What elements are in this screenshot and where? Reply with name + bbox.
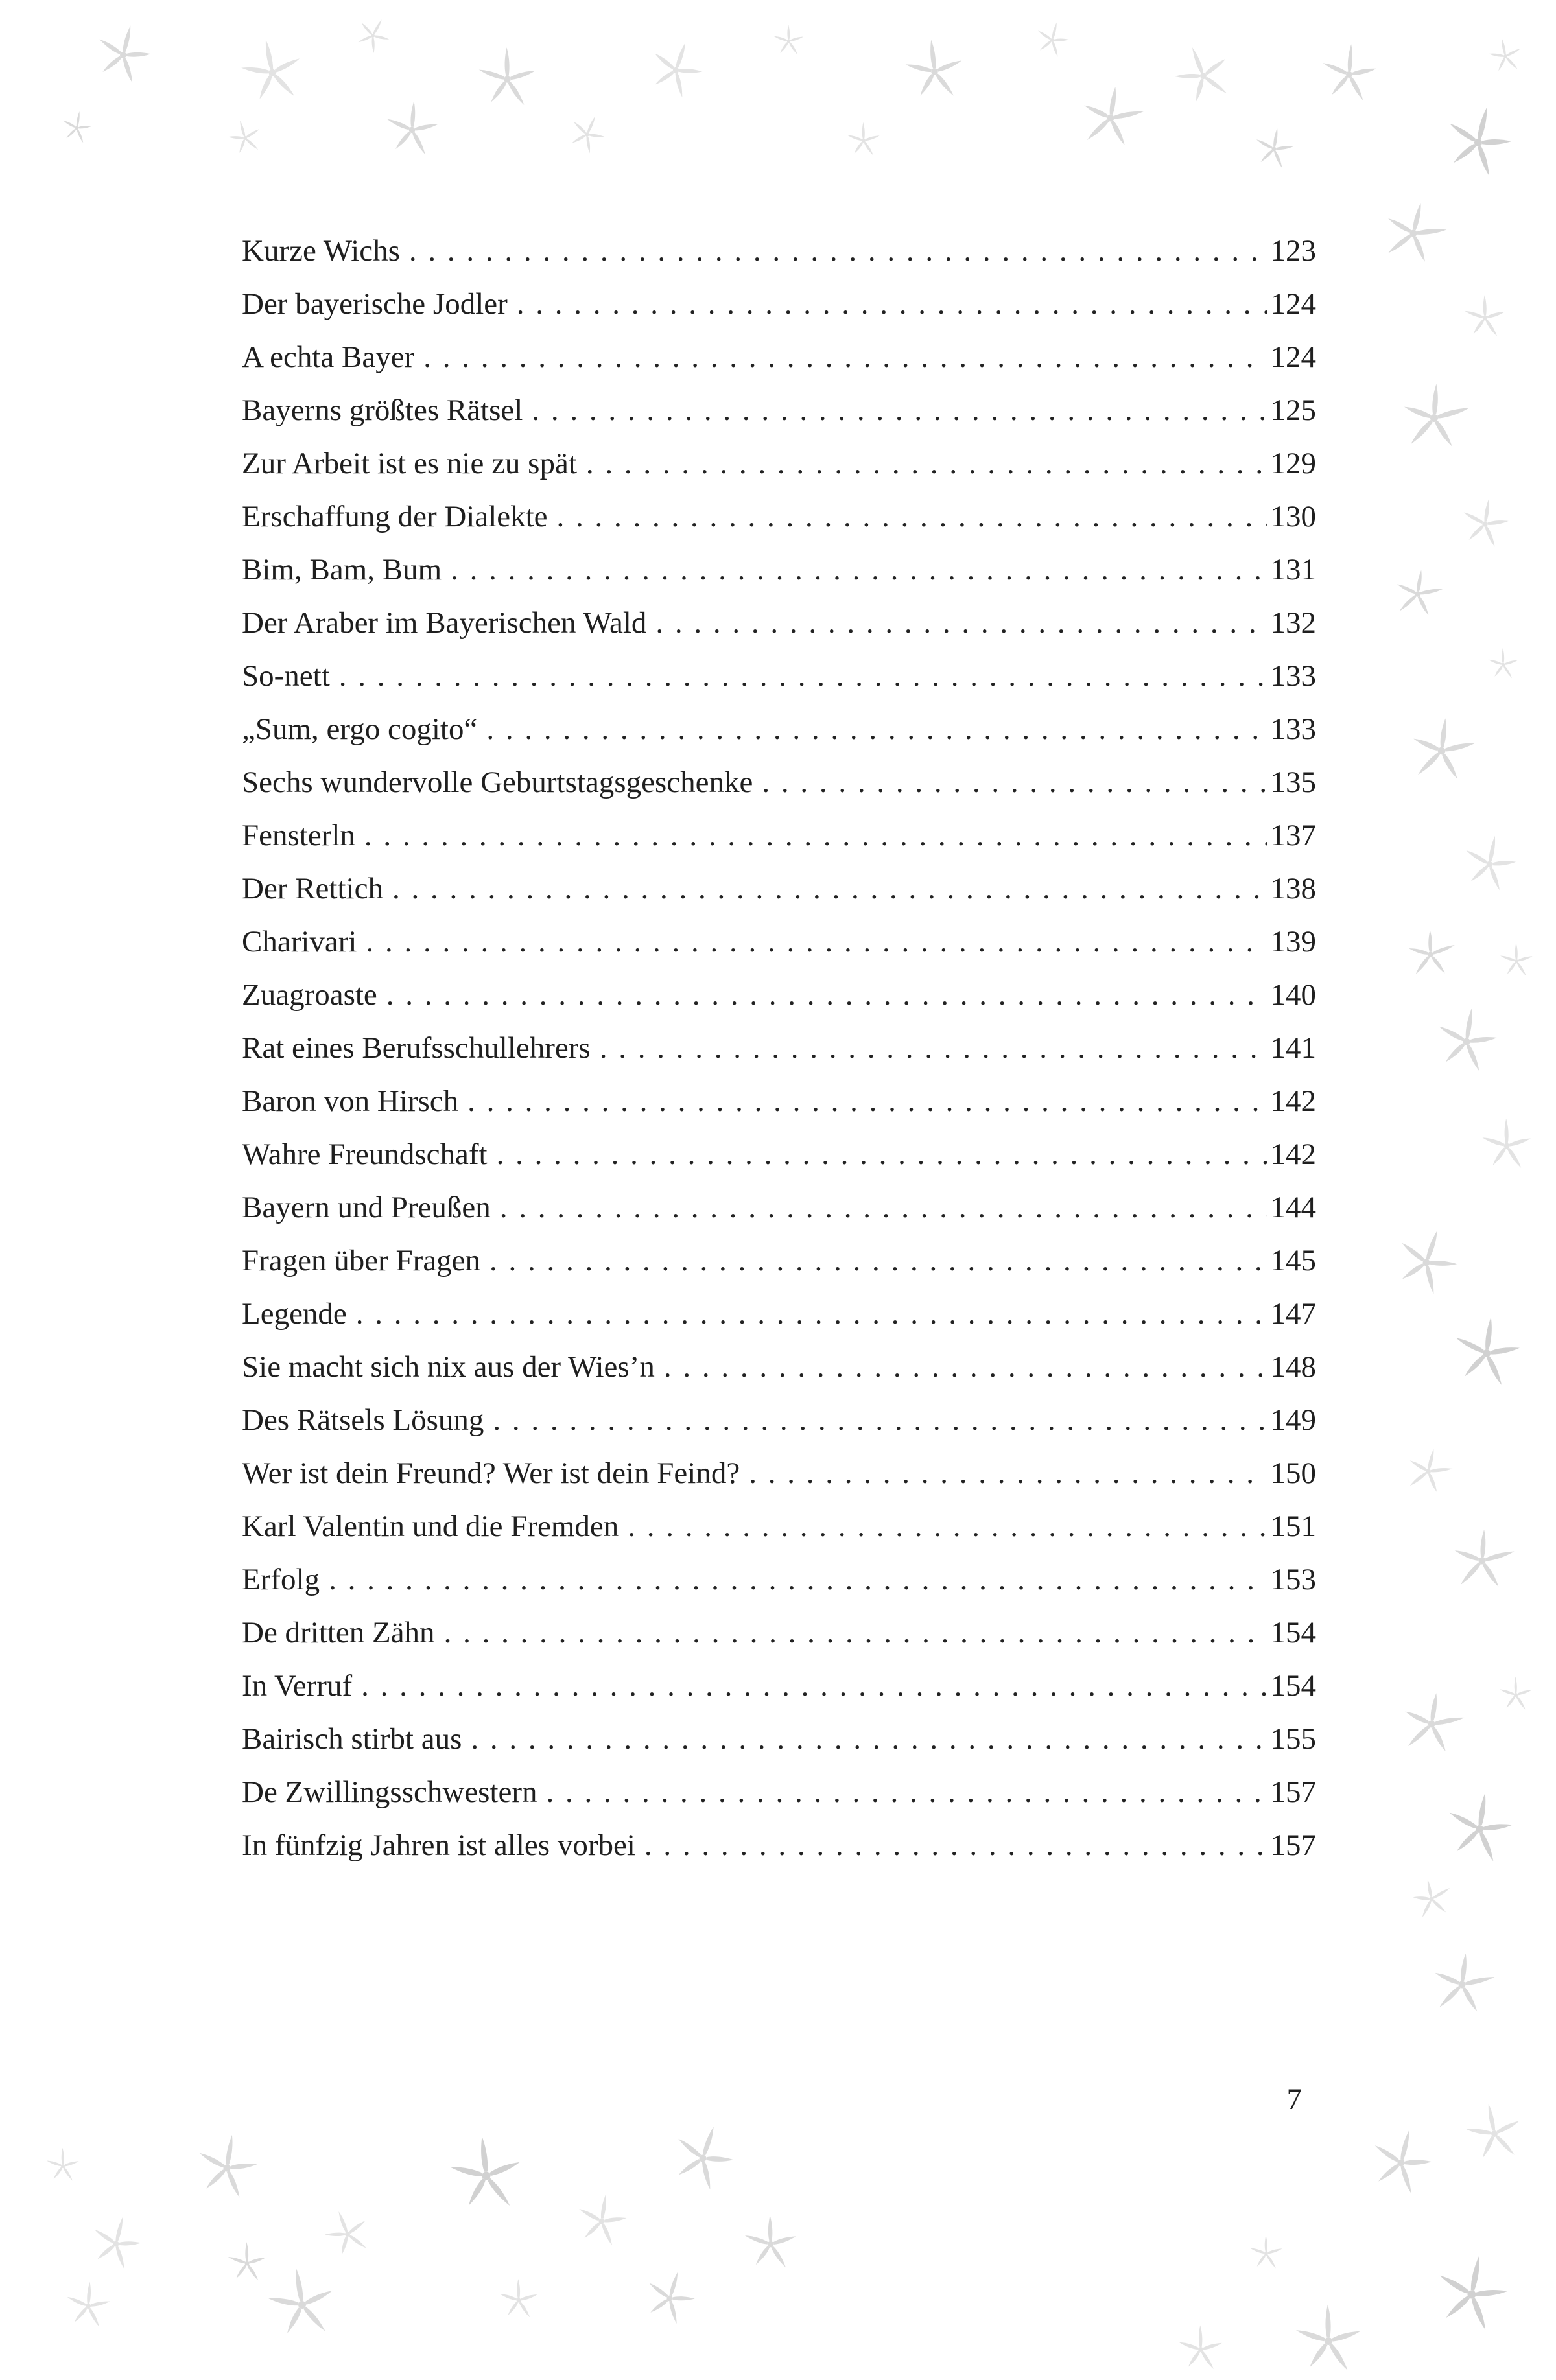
star-icon xyxy=(1314,40,1384,110)
toc-entry xyxy=(242,1075,1316,1128)
dot-leader xyxy=(392,862,1267,915)
star-icon xyxy=(1453,828,1526,901)
toc-entry-page: 131 xyxy=(1270,553,1316,587)
star-icon xyxy=(559,106,615,162)
toc-entry xyxy=(242,968,1316,1021)
toc-entry xyxy=(242,1181,1316,1234)
toc-entry-page: 137 xyxy=(1270,819,1316,852)
toc-entry-page: 155 xyxy=(1270,1722,1316,1756)
star-icon xyxy=(1400,1443,1457,1500)
dot-leader xyxy=(644,1819,1267,1872)
star-icon xyxy=(1162,34,1245,117)
toc-entry-title: In fünfzig Jahren ist alles vorbei xyxy=(242,1828,635,1862)
toc-entry-page: 135 xyxy=(1270,765,1316,799)
dot-leader xyxy=(471,1712,1266,1766)
toc-entry-title: Bim, Bam, Bum xyxy=(242,553,442,587)
dot-leader xyxy=(762,756,1266,809)
toc-entry-page: 133 xyxy=(1270,659,1316,693)
star-icon xyxy=(1420,1942,1504,2027)
toc-entry-title: Rat eines Berufsschullehrers xyxy=(242,1031,591,1065)
star-icon xyxy=(636,30,715,110)
star-icon xyxy=(1422,2245,1522,2344)
toc-entry-page: 124 xyxy=(1270,287,1316,321)
star-icon xyxy=(1397,706,1485,795)
toc-entry-title: Fensterln xyxy=(242,819,355,852)
dot-leader xyxy=(451,543,1266,596)
dot-leader xyxy=(489,1234,1266,1287)
star-icon xyxy=(1434,1784,1524,1874)
toc-entry xyxy=(242,1819,1316,1872)
toc-entry xyxy=(242,331,1316,384)
star-icon xyxy=(1496,1675,1535,1714)
toc-entry-page: 154 xyxy=(1270,1669,1316,1703)
toc-entry-page: 147 xyxy=(1270,1297,1316,1331)
star-icon xyxy=(1478,1117,1536,1175)
toc-entry xyxy=(242,437,1316,490)
toc-entry-title: Der Araber im Bayerischen Wald xyxy=(242,606,647,640)
star-icon xyxy=(473,45,541,113)
star-icon xyxy=(346,9,399,62)
star-icon xyxy=(1425,1000,1507,1082)
toc-entry xyxy=(242,1394,1316,1447)
star-icon xyxy=(1387,371,1482,466)
toc-entry-page: 141 xyxy=(1270,1031,1316,1065)
toc-entry-page: 138 xyxy=(1270,872,1316,905)
toc-entry-title: Bairisch stirbt aus xyxy=(242,1722,462,1756)
toc-entry-title: Wahre Freundschaft xyxy=(242,1138,488,1171)
toc-entry xyxy=(242,1659,1316,1712)
toc-entry-page: 151 xyxy=(1270,1510,1316,1543)
toc-entry-page: 129 xyxy=(1270,447,1316,480)
star-icon xyxy=(1395,919,1466,990)
toc-entry xyxy=(242,277,1316,331)
toc-entry-title: Erschaffung der Dialekte xyxy=(242,500,548,533)
toc-entry xyxy=(242,1606,1316,1659)
star-icon xyxy=(1497,942,1536,981)
toc-entry-title: Baron von Hirsch xyxy=(242,1084,459,1118)
toc-entry-title: Bayern und Preußen xyxy=(242,1191,491,1224)
toc-entry-page: 149 xyxy=(1270,1403,1316,1437)
dot-leader xyxy=(386,968,1267,1021)
toc-entry xyxy=(242,756,1316,809)
toc-entry-title: Fragen über Fragen xyxy=(242,1244,481,1278)
star-icon xyxy=(771,23,807,59)
table-of-contents xyxy=(242,224,1316,1872)
toc-entry-page: 133 xyxy=(1270,712,1316,746)
dot-leader xyxy=(444,1606,1267,1659)
toc-entry-title: Des Rätsels Lösung xyxy=(242,1403,484,1437)
toc-entry-title: Bayerns größtes Rätsel xyxy=(242,393,523,427)
star-icon xyxy=(1358,2119,1445,2207)
toc-entry xyxy=(242,224,1316,277)
dot-leader xyxy=(600,1021,1267,1075)
dot-leader xyxy=(366,915,1267,968)
star-icon xyxy=(185,2127,268,2209)
toc-entry xyxy=(242,490,1316,543)
star-icon xyxy=(84,16,163,95)
toc-entry xyxy=(242,543,1316,596)
star-icon xyxy=(60,2278,117,2335)
toc-entry-page: 157 xyxy=(1270,1828,1316,1862)
toc-entry xyxy=(242,862,1316,915)
star-icon xyxy=(1247,2234,1286,2273)
dot-leader xyxy=(364,809,1267,862)
toc-entry-title: Legende xyxy=(242,1297,347,1331)
toc-entry-title: Erfolg xyxy=(242,1563,320,1596)
toc-entry-page: 145 xyxy=(1270,1244,1316,1278)
toc-entry-title: „Sum, ergo cogito“ xyxy=(242,712,478,746)
toc-entry-page: 123 xyxy=(1270,234,1316,268)
toc-entry xyxy=(242,1287,1316,1340)
toc-entry-page: 142 xyxy=(1270,1138,1316,1171)
star-icon xyxy=(379,97,445,163)
star-icon xyxy=(80,2208,152,2280)
dot-leader xyxy=(532,384,1266,437)
star-icon xyxy=(314,2201,381,2268)
star-icon xyxy=(897,34,971,108)
toc-entry xyxy=(242,1340,1316,1394)
toc-entry xyxy=(242,1553,1316,1606)
toc-entry-title: Zuagroaste xyxy=(242,978,377,1012)
toc-entry xyxy=(242,649,1316,703)
star-icon xyxy=(1175,2324,1227,2375)
toc-entry-page: 150 xyxy=(1270,1456,1316,1490)
dot-leader xyxy=(749,1447,1266,1500)
star-icon xyxy=(56,107,97,148)
toc-entry-page: 144 xyxy=(1270,1191,1316,1224)
page-number: 7 xyxy=(1286,2082,1302,2116)
dot-leader xyxy=(329,1553,1266,1606)
star-icon xyxy=(1485,647,1521,682)
toc-entry-title: De Zwillingsschwestern xyxy=(242,1775,537,1809)
star-icon xyxy=(1385,562,1449,625)
star-icon xyxy=(1400,1868,1463,1930)
star-icon xyxy=(1069,76,1151,159)
toc-entry-page: 148 xyxy=(1270,1350,1316,1384)
toc-entry xyxy=(242,703,1316,756)
star-icon xyxy=(1483,34,1528,79)
toc-entry-title: Der bayerische Jodler xyxy=(242,287,508,321)
toc-entry-title: Zur Arbeit ist es nie zu spät xyxy=(242,447,577,480)
toc-entry-page: 142 xyxy=(1270,1084,1316,1118)
toc-entry xyxy=(242,1766,1316,1819)
toc-entry-title: Sechs wundervolle Geburtstagsgeschenke xyxy=(242,765,753,799)
toc-entry-title: Kurze Wichs xyxy=(242,234,400,268)
dot-leader xyxy=(500,1181,1267,1234)
star-icon xyxy=(1431,95,1526,191)
star-icon xyxy=(1439,1517,1526,1605)
star-icon xyxy=(1453,492,1516,555)
toc-entry-title: De dritten Zähn xyxy=(242,1616,435,1650)
star-icon xyxy=(1461,294,1509,342)
toc-entry xyxy=(242,384,1316,437)
toc-entry-page: 130 xyxy=(1270,500,1316,533)
toc-entry-page: 157 xyxy=(1270,1775,1316,1809)
star-icon xyxy=(1028,16,1076,64)
star-icon xyxy=(496,2278,541,2323)
toc-entry-title: Karl Valentin und die Fremden xyxy=(242,1510,619,1543)
toc-entry-page: 139 xyxy=(1270,925,1316,959)
star-icon xyxy=(441,2130,532,2222)
toc-entry xyxy=(242,596,1316,649)
toc-entry xyxy=(242,1128,1316,1181)
dot-leader xyxy=(628,1500,1266,1553)
toc-entry xyxy=(242,1234,1316,1287)
toc-entry-title: Sie macht sich nix aus der Wies’n xyxy=(242,1350,655,1384)
star-icon xyxy=(43,2147,82,2186)
dot-leader xyxy=(664,1340,1267,1394)
dot-leader xyxy=(655,596,1266,649)
dot-leader xyxy=(423,331,1266,384)
dot-leader xyxy=(361,1659,1266,1712)
toc-entry-page: 132 xyxy=(1270,606,1316,640)
toc-entry xyxy=(242,1500,1316,1553)
toc-entry-title: Wer ist dein Freund? Wer ist dein Feind? xyxy=(242,1456,740,1490)
toc-entry-page: 140 xyxy=(1270,978,1316,1012)
dot-leader xyxy=(356,1287,1267,1340)
dot-leader xyxy=(497,1128,1267,1181)
star-icon xyxy=(1381,1217,1472,1309)
toc-entry xyxy=(242,809,1316,862)
dot-leader xyxy=(339,649,1267,703)
dot-leader xyxy=(467,1075,1266,1128)
toc-entry-title: Charivari xyxy=(242,925,357,959)
dot-leader xyxy=(409,224,1267,277)
toc-entry-page: 153 xyxy=(1270,1563,1316,1596)
dot-leader xyxy=(586,437,1267,490)
star-icon xyxy=(568,2188,635,2255)
star-icon xyxy=(221,114,268,161)
dot-leader xyxy=(517,277,1267,331)
star-icon xyxy=(231,31,313,113)
star-icon xyxy=(1457,2096,1532,2171)
star-icon xyxy=(1390,1683,1472,1765)
star-icon xyxy=(1374,194,1452,272)
toc-entry xyxy=(242,1712,1316,1766)
toc-entry-title: So-nett xyxy=(242,659,330,693)
star-icon xyxy=(633,2261,706,2335)
star-icon xyxy=(740,2213,801,2275)
star-icon xyxy=(1290,2302,1367,2380)
dot-leader xyxy=(547,1766,1267,1819)
toc-entry-title: In Verruf xyxy=(242,1669,353,1703)
star-icon xyxy=(1443,1309,1531,1397)
star-icon xyxy=(844,121,883,160)
dot-leader xyxy=(557,490,1267,543)
toc-entry-page: 124 xyxy=(1270,340,1316,374)
star-icon xyxy=(657,2113,749,2204)
dot-leader xyxy=(486,703,1266,756)
toc-entry-title: A echta Bayer xyxy=(242,340,415,374)
star-icon xyxy=(224,2241,270,2286)
toc-entry-page: 154 xyxy=(1270,1616,1316,1650)
toc-entry xyxy=(242,915,1316,968)
toc-entry xyxy=(242,1447,1316,1500)
star-icon xyxy=(258,2261,346,2349)
dot-leader xyxy=(493,1394,1266,1447)
toc-entry-page: 125 xyxy=(1270,393,1316,427)
toc-entry-title: Der Rettich xyxy=(242,872,383,905)
star-icon xyxy=(1247,122,1300,175)
toc-entry xyxy=(242,1021,1316,1075)
